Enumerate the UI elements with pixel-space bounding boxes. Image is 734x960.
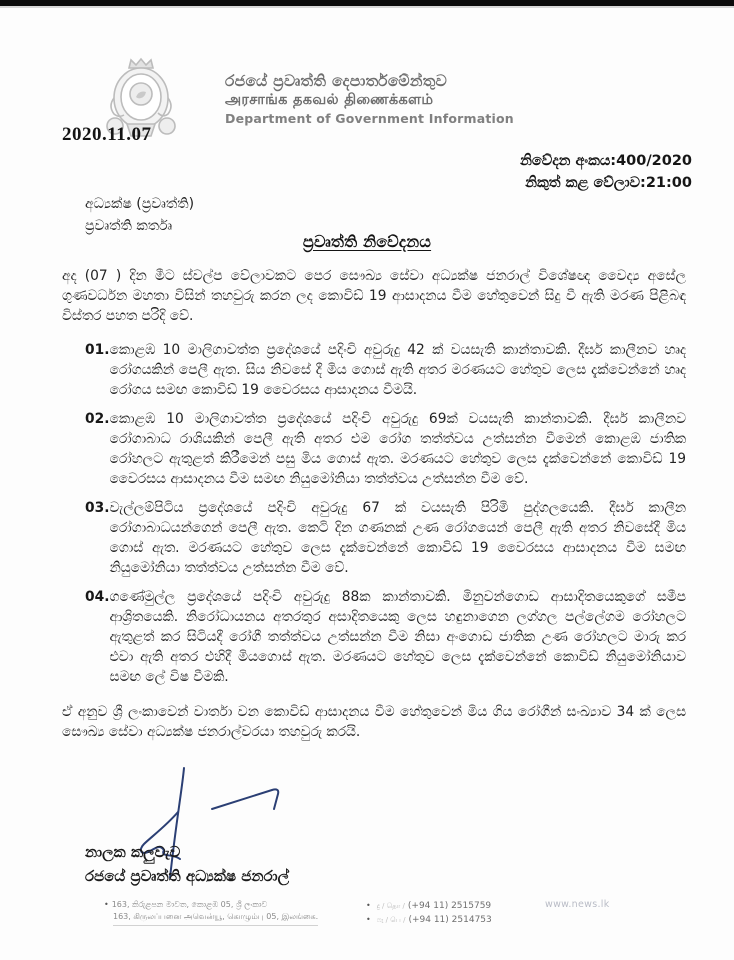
list-item (62, 409, 686, 489)
intro-paragraph: අද (07 ) දින මීට ස්වල්ප වේලාවකට පෙර සෞඛ්‍ය සේවා අධ්‍යක්ෂ ජනරාල් විශේෂඥ වෛද්‍ය අසේල ගුණවර්ධන මහතා විසින් තහවුරු කරන ලද කොවිඩ් 19 ආසාදනය වීම හේතුවෙන් සිදු වී ඇති මරණ පිළිබඳ විස්තර පහත පරිදි වේ. (62, 268, 686, 324)
list-item-text: ගණේමුල්ල ප්‍රදේශයේ පදිංචි අවුරුදු 88ක කාන්තාවකි. මිනුවන්ගොඩ ආසාදිතයෙකුගේ සමීප ආශ්‍රිතයෙකි. නිරෝධායනය අතරතුර අසාදිතයෙකු ලෙස හඳුනාගෙන ලග්ගල පල්ලේගම රෝහලට ඇතුළත් කර සිටියදී රෝගී තත්ත්වය උත්සන්න වීම නිසා අංගොඩ ජාතික උණ රෝහලට මාරු කර එවා ඇති අතර එහිදී මියගොස් ඇත. මරණයට හේතුව ලෙස දැක්වෙන්නේ කොවිඩ් නියුමෝනියාව සමඟ ලේ විෂ වීමකි. (109, 589, 686, 685)
phone-number-2: (+94 11) 2514753 (408, 915, 492, 926)
release-info (520, 150, 692, 195)
list-item-text: වැල්ලම්පිටිය ප්‍රදේශයේ පදිංචි අවුරුදු 67 ක් වයසැති පිරිමි පුද්ගලයෙකි. දීර්ඝ කාලීන රෝගාබාධයන්ගෙන් පෙලී ඇත. කෙටි දින ගණනක් උණ රෝගයෙන් පෙලී ඇති අතර නිවසේදී මිය ගොස් ඇත. මරණයට හේතුව ලෙස දැක්වෙන්නේ කොවිඩ් 19 වෛරසය ආසාදනය වීම සමඟ නියුමෝනියා තත්ත්වය උත්සන්න වීම වේ. (109, 500, 686, 576)
closing-paragraph: ඒ අනුව ශ්‍රී ලංකාවෙන් වාර්තා වන කොවිඩ් ආසාදනය වීම හේතුවෙන් මිය ගිය රෝගීන් සංඛ්‍යාව 34 ක් ලෙස සෞඛ්‍ය සේවා අධ්‍යක්ෂ ජනරාල්වරයා තහවුරු කරයි. (62, 704, 686, 740)
document-title: ප්‍රවෘත්ති නිවේදනය (302, 232, 432, 251)
footer-address-sinhala-text: 163, කිරුළපන මාවත, කොළඹ 05, ශ්‍රී ලංකාව (111, 900, 268, 909)
list-item (62, 498, 686, 578)
list-item (62, 340, 686, 400)
department-name-sinhala: රජයේ ප්‍රවෘත්ති දෙපාර්තමේන්තුව (225, 71, 448, 90)
footer-phones (366, 899, 492, 928)
list-item-number: 04. (85, 589, 110, 605)
scan-top-border (0, 0, 734, 8)
list-item (62, 587, 686, 687)
letterhead (95, 56, 514, 142)
list-item-number: 01. (85, 342, 110, 358)
fax-label: ෆැ / பெ / (376, 916, 406, 925)
footer-address-tamil: 163, கிருலப்பனை அவென்யூ, கொழும்பு 05, இலங்கை. (113, 911, 318, 926)
phone-label: දු / தொ / (376, 902, 405, 910)
department-name-tamil: அரசாங்க தகவல் திணைக்களம் (225, 92, 434, 109)
bullet-icon: • (366, 901, 371, 910)
list-item-number: 03. (85, 500, 110, 516)
phone-number-1: (+94 11) 2515759 (407, 901, 492, 911)
signatory-designation: රජයේ ප්‍රවෘත්ති අධ්‍යක්ෂ ජනරාල් (85, 867, 290, 885)
footer-phone-1 (366, 899, 492, 913)
document-title-row (0, 232, 734, 252)
signatory-name: නාලක කලුවැව (85, 843, 181, 861)
bullet-icon: • (104, 900, 109, 909)
list-item-text: කොළඹ 10 මාලිගාවත්ත ප්‍රදේශයේ පදිංචි අවුරුදු 42 ක් වයසැති කාන්තාවකි. දීර්ඝ කාලීනව හෘද රෝගයකින් පෙලී ඇත. සිය නිවසේ දී මිය ගොස් ඇති අතර මරණයට හේතුව ලෙස දැක්වෙන්නේ හෘද රෝගය සමඟ කොවිඩ් 19 වෛරසය ආසාදනය වීමයි. (109, 342, 686, 398)
footer-address-sinhala (104, 899, 318, 911)
footer-website: www.news.lk (545, 899, 610, 910)
release-time: නිකුත් කළ වේලාව:21:00 (525, 175, 692, 192)
bullet-icon: • (366, 915, 371, 925)
document-body (62, 266, 686, 756)
department-name-english: Department of Government Information (225, 110, 514, 126)
department-name-block (225, 71, 514, 127)
addressee-line-2: ප්‍රවෘත්ති කර්තෘ (85, 217, 173, 234)
addressee-line-1: අධ්‍යක්ෂ (ප්‍රවෘත්ති) (85, 196, 195, 212)
signatory-block (85, 840, 289, 888)
footer-phone-2 (366, 913, 492, 927)
addressee-block (85, 194, 194, 237)
release-number: නිවේදන අංකය:400/2020 (520, 153, 692, 169)
document-date: 2020.11.07 (62, 124, 152, 145)
footer-address (104, 899, 318, 926)
list-item-text: කොළඹ 10 මාලිගාවත්ත ප්‍රදේශයේ පදිංචි අවුරුදු 69ක් වයසැති කාන්තාවකි. දීර්ඝ කාලීනව රෝගාබාධ රාශියකින් පෙලී ඇති අතර එම රෝග තත්ත්වය උත්සන්න වීමෙන් කොළඹ ජාතික රෝහලට ඇතුළත් කිරීමෙන් පසු මිය ගොස් ඇත. මරණයට හේතුව ලෙස දැක්වෙන්නේ කොවිඩ් 19 වෛරසය ආසාදනය වීම සමඟ නියුමෝනියා තත්ත්වය උත්සන්න වීම වේ. (109, 411, 686, 487)
list-item-number: 02. (85, 411, 110, 427)
